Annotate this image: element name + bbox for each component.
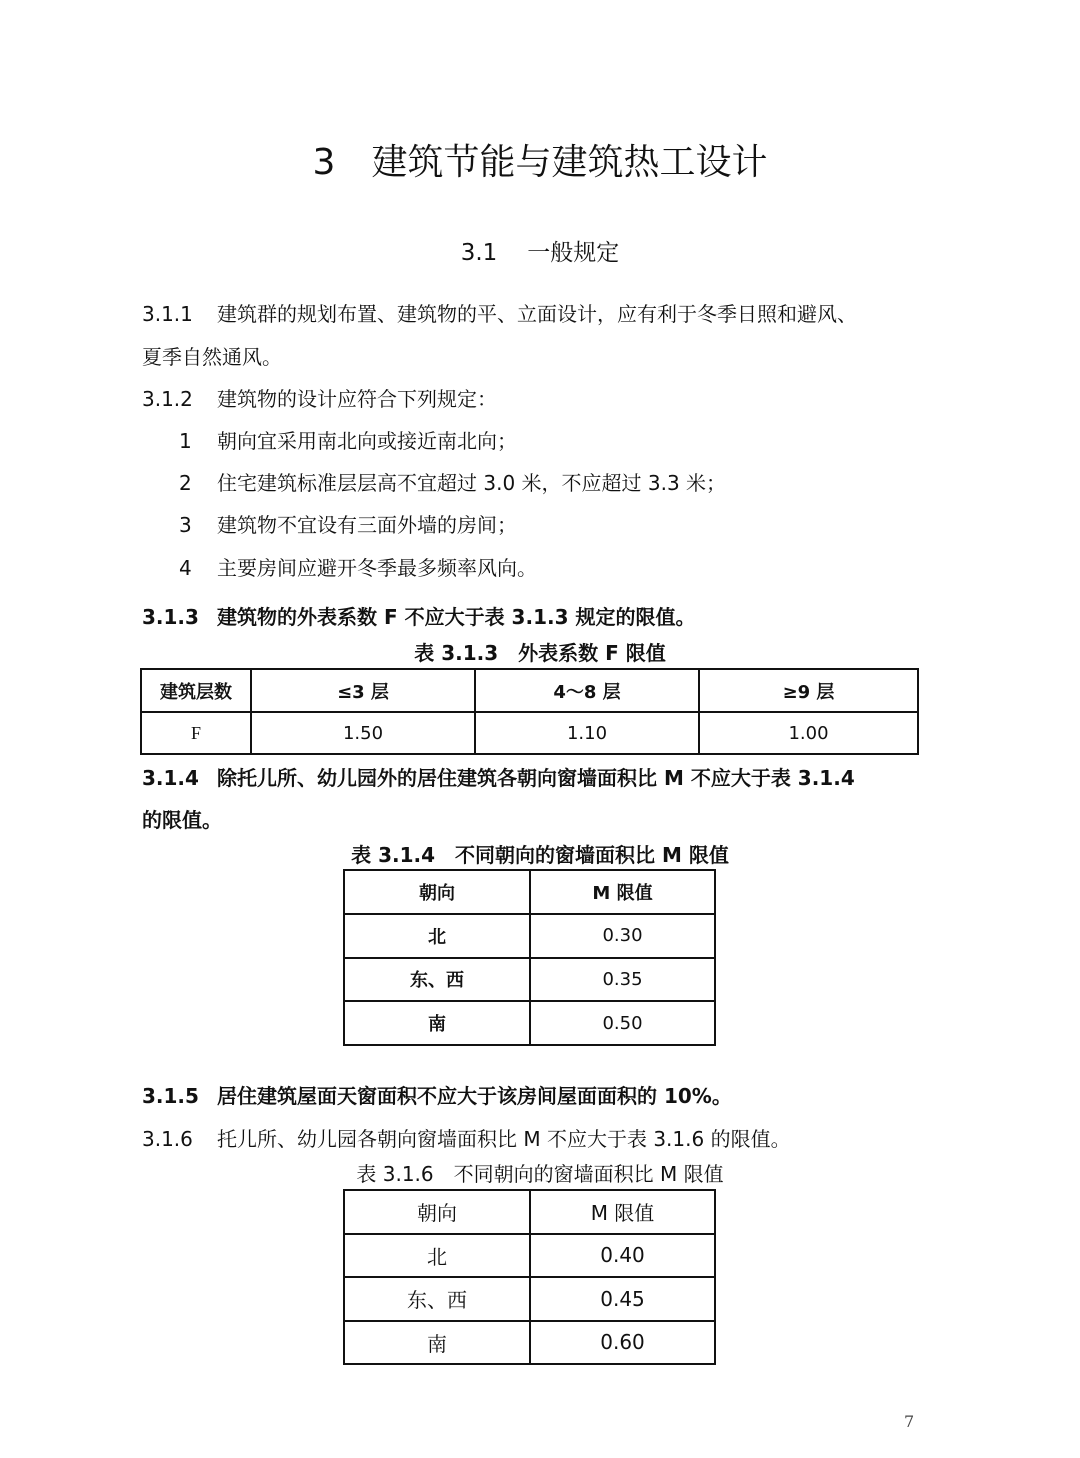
table-cell: 1.00: [699, 712, 918, 754]
clause-3-1-2: [142, 385, 497, 413]
chapter-title-text: 建筑节能与建筑热工设计: [371, 142, 768, 183]
list-item: [179, 511, 517, 539]
table-cell: 0.35: [530, 958, 715, 1002]
page-number: 7: [904, 1412, 915, 1431]
clause-number: 3.1.5: [142, 1084, 199, 1108]
clause-text: 建筑物的设计应符合下列规定：: [217, 387, 497, 411]
clause-number: 3.1.4: [142, 766, 199, 790]
table-header-row: [141, 669, 918, 712]
list-item-text: 朝向宜采用南北向或接近南北向；: [217, 429, 517, 453]
table-3-1-4: [343, 869, 716, 1046]
table-3-1-3: [140, 668, 919, 755]
table-header-cell: ≥9 层: [699, 669, 918, 712]
clause-3-1-3: [142, 603, 695, 631]
table-cell: 0.45: [530, 1277, 715, 1321]
table-cell: 1.10: [475, 712, 699, 754]
table-cell: 1.50: [251, 712, 475, 754]
clause-3-1-1-cont: [142, 343, 282, 371]
clause-text: 的限值。: [142, 808, 222, 832]
list-item-number: 1: [179, 429, 192, 453]
table-header-cell: 建筑层数: [141, 669, 251, 712]
table-row: [344, 1277, 715, 1321]
table-header-row: [344, 1190, 715, 1234]
table-cell: 南: [344, 1321, 530, 1365]
clause-3-1-4: [142, 764, 855, 792]
clause-text: 建筑物的外表系数 F 不应大于表 3.1.3 规定的限值。: [217, 605, 696, 629]
table-cell: 北: [344, 1234, 530, 1278]
clause-number: 3.1.3: [142, 605, 199, 629]
table-cell: 东、西: [344, 958, 530, 1002]
table-row: [344, 1001, 715, 1045]
list-item-number: 3: [179, 513, 192, 537]
table-cell: 0.60: [530, 1321, 715, 1365]
chapter-title: [0, 140, 1080, 186]
table-cell: 0.30: [530, 914, 715, 958]
table-cell: 0.50: [530, 1001, 715, 1045]
table-row: [344, 1321, 715, 1365]
table-header-row: [344, 870, 715, 914]
table-3-1-6-caption: 表 3.1.6 不同朝向的窗墙面积比 M 限值: [356, 1162, 724, 1186]
list-item-text: 住宅建筑标准层层高不宜超过 3.0 米，不应超过 3.3 米；: [217, 471, 727, 495]
clause-text: 居住建筑屋面天窗面积不应大于该房间屋面面积的 10%。: [217, 1084, 732, 1108]
list-item-text: 主要房间应避开冬季最多频率风向。: [217, 556, 537, 580]
table-3-1-6: [343, 1189, 716, 1365]
table-cell: 北: [344, 914, 530, 958]
section-title: [0, 237, 1080, 269]
list-item: [179, 427, 517, 455]
table-cell: 0.40: [530, 1234, 715, 1278]
clause-text: 夏季自然通风。: [142, 345, 282, 369]
table-header-cell: ≤3 层: [251, 669, 475, 712]
table-3-1-3-caption: 表 3.1.3 外表系数 F 限值: [414, 641, 666, 665]
clause-text: 除托儿所、幼儿园外的居住建筑各朝向窗墙面积比 M 不应大于表 3.1.4: [217, 766, 855, 790]
clause-number: 3.1.1: [142, 302, 193, 326]
table-header-cell: 朝向: [344, 870, 530, 914]
clause-3-1-5: [142, 1082, 732, 1110]
table-row: [344, 914, 715, 958]
clause-text: 托儿所、幼儿园各朝向窗墙面积比 M 不应大于表 3.1.6 的限值。: [217, 1127, 791, 1151]
table-cell: 东、西: [344, 1277, 530, 1321]
table-cell: F: [141, 712, 251, 754]
list-item-number: 4: [179, 556, 192, 580]
chapter-number: 3: [312, 142, 336, 183]
clause-3-1-6: [142, 1125, 791, 1153]
section-number: 3.1: [460, 240, 498, 266]
list-item: [179, 554, 537, 582]
clause-3-1-4-cont: [142, 806, 222, 834]
clause-number: 3.1.6: [142, 1127, 193, 1151]
clause-number: 3.1.2: [142, 387, 193, 411]
section-title-text: 一般规定: [527, 240, 620, 266]
list-item: [179, 469, 726, 497]
table-cell: 南: [344, 1001, 530, 1045]
table-header-cell: M 限值: [530, 1190, 715, 1234]
table-3-1-4-caption: 表 3.1.4 不同朝向的窗墙面积比 M 限值: [351, 843, 729, 867]
list-item-number: 2: [179, 471, 192, 495]
table-row: [141, 712, 918, 754]
table-row: [344, 958, 715, 1002]
table-row: [344, 1234, 715, 1278]
table-header-cell: 朝向: [344, 1190, 530, 1234]
clause-text: 建筑群的规划布置、建筑物的平、立面设计，应有利于冬季日照和避风、: [217, 302, 857, 326]
list-item-text: 建筑物不宜设有三面外墙的房间；: [217, 513, 517, 537]
table-header-cell: 4～8 层: [475, 669, 699, 712]
clause-3-1-1: [142, 300, 857, 328]
table-header-cell: M 限值: [530, 870, 715, 914]
